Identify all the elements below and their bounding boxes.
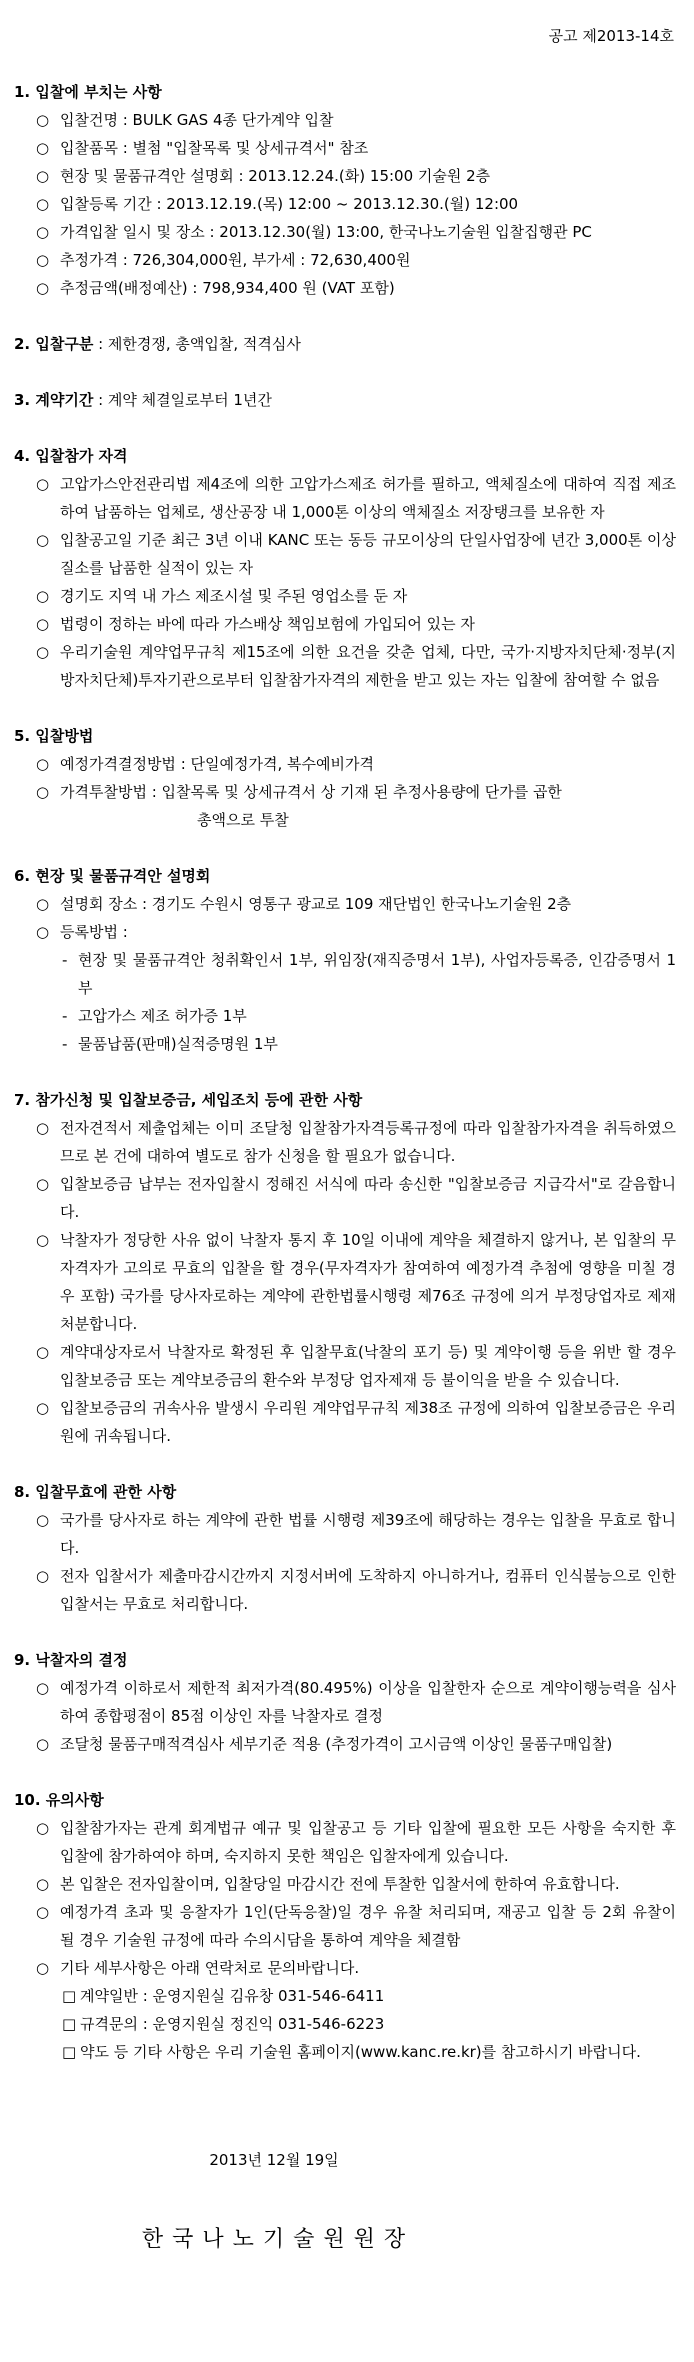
- section-heading: [14, 1646, 676, 1674]
- section-heading-text: 1. 입찰에 부치는 사항: [14, 83, 162, 101]
- item-text: 법령이 정하는 바에 따라 가스배상 책임보험에 가입되어 있는 자: [60, 615, 475, 633]
- item-text: 가격투찰방법 : 입찰목록 및 상세규격서 상 기재 된 추정사용량에 단가를 곱한: [60, 783, 562, 801]
- section-heading: [14, 78, 676, 106]
- list-item: [14, 1562, 676, 1618]
- list-item: [14, 134, 676, 162]
- item-text: 예정가격결정방법 : 단일예정가격, 복수예비가격: [60, 755, 374, 773]
- item-text: 고압가스안전관리법 제4조에 의한 고압가스제조 허가를 필하고, 액체질소에 대하여 직접 제조하여 납품하는 업체로, 생산공장 내 1,000톤 이상의 액체질소 저장탱크를 보유한 자: [60, 475, 676, 521]
- section-heading-rest: : 제한경쟁, 총액입찰, 적격심사: [93, 335, 301, 353]
- circle-bullet-icon: ○: [36, 279, 50, 297]
- section-heading: [14, 442, 676, 470]
- circle-bullet-icon: ○: [36, 1511, 50, 1529]
- circle-bullet-icon: ○: [36, 1175, 50, 1193]
- list-item: [14, 918, 676, 946]
- contact-item: [14, 2038, 676, 2066]
- circle-bullet-icon: ○: [36, 615, 50, 633]
- list-item: [14, 890, 676, 918]
- item-text: 입찰품목 : 별첨 "입찰목록 및 상세규격서" 참조: [60, 139, 369, 157]
- item-text: 규격문의 : 운영지원실 정진익 031-546-6223: [80, 2015, 385, 2033]
- list-item: [14, 750, 676, 778]
- section-heading: [14, 386, 676, 414]
- list-item: [14, 526, 676, 582]
- list-item: [14, 638, 676, 694]
- item-text: 계약일반 : 운영지원실 김유창 031-546-6411: [80, 1987, 385, 2005]
- list-item: [14, 218, 676, 246]
- item-text: 입찰보증금의 귀속사유 발생시 우리원 계약업무규칙 제38조 규정에 의하여 입찰보증금은 우리원에 귀속됩니다.: [60, 1399, 676, 1445]
- section-heading-text: 7. 참가신청 및 입찰보증금, 세입조치 등에 관한 사항: [14, 1091, 363, 1109]
- item-text: 예정가격 이하로서 제한적 최저가격(80.495%) 이상을 입찰한자 순으로 계약이행능력을 심사하여 종합평점이 85점 이상인 자를 낙찰자로 결정: [60, 1679, 676, 1725]
- section-bid-items: [14, 78, 676, 302]
- item-text: 입찰등록 기간 : 2013.12.19.(목) 12:00 ~ 2013.12.30.(월) 12:00: [60, 195, 519, 213]
- circle-bullet-icon: ○: [36, 1959, 50, 1977]
- list-item: [14, 1870, 676, 1898]
- item-text: 입찰보증금 납부는 전자입찰시 정해진 서식에 따라 송신한 "입찰보증금 지급각서"로 갈음합니다.: [60, 1175, 676, 1221]
- item-text: 입찰건명 : BULK GAS 4종 단가계약 입찰: [60, 111, 334, 129]
- item-text: 현장 및 물품규격안 청취확인서 1부, 위임장(재직증명서 1부), 사업자등록증, 인감증명서 1부: [78, 951, 676, 997]
- circle-bullet-icon: ○: [36, 923, 50, 941]
- dash-bullet-icon: -: [62, 1007, 68, 1025]
- list-subitem: [14, 1030, 676, 1058]
- circle-bullet-icon: ○: [36, 1399, 50, 1417]
- item-text: 추정금액(배정예산) : 798,934,400 원 (VAT 포함): [60, 279, 395, 297]
- announcement-date: 2013년 12월 19일: [209, 2151, 339, 2169]
- list-subitem: [14, 946, 676, 1002]
- notice-number: 공고 제2013-14호: [548, 27, 674, 45]
- list-item: [14, 246, 676, 274]
- item-text: 우리기술원 계약업무규칙 제15조에 의한 요건을 갖춘 업체, 다만, 국가·지방자치단체·정부(지방자치단체)투자기관으로부터 입찰참가자격의 제한을 받고 있는 자는 입찰에 참여할 수 없음: [60, 643, 676, 689]
- circle-bullet-icon: ○: [36, 755, 50, 773]
- list-subitem: [14, 1002, 676, 1030]
- list-item: [14, 1898, 676, 1954]
- section-heading-text: 9. 낙찰자의 결정: [14, 1651, 128, 1669]
- item-text: 낙찰자가 정당한 사유 없이 낙찰자 통지 후 10일 이내에 계약을 체결하지 않거나, 본 입찰의 무자격자가 고의로 무효의 입찰을 할 경우(무자격자가 참여하여 예정가격 추첨에 영향을 미칠 경우 포함) 국가를 당사자로하는 계약에 관한법률시행령 제76조 규정에 의거 부정당업자로 제재 처분합니다.: [60, 1231, 676, 1333]
- item-text: 설명회 장소 : 경기도 수원시 영통구 광교로 109 재단법인 한국나노기술원 2층: [60, 895, 572, 913]
- circle-bullet-icon: ○: [36, 587, 50, 605]
- circle-bullet-icon: ○: [36, 223, 50, 241]
- section-heading: [14, 722, 676, 750]
- section-award-decision: [14, 1646, 676, 1758]
- item-text: 본 입찰은 전자입찰이며, 입찰당일 마감시간 전에 투찰한 입찰서에 한하여 유효합니다.: [60, 1875, 620, 1893]
- dash-bullet-icon: -: [62, 1035, 68, 1053]
- circle-bullet-icon: ○: [36, 111, 50, 129]
- circle-bullet-icon: ○: [36, 167, 50, 185]
- item-text: 입찰참가자는 관계 회계법규 예규 및 입찰공고 등 기타 입찰에 필요한 모든 사항을 숙지한 후 입찰에 참가하여야 하며, 숙지하지 못한 책임은 입찰자에게 있습니다.: [60, 1819, 676, 1865]
- section-heading: [14, 1786, 676, 1814]
- circle-bullet-icon: ○: [36, 139, 50, 157]
- circle-bullet-icon: ○: [36, 1903, 50, 1921]
- dash-bullet-icon: -: [62, 951, 68, 969]
- section-heading-text: 3. 계약기간: [14, 391, 94, 409]
- list-item: [14, 1394, 676, 1450]
- circle-bullet-icon: ○: [36, 1343, 50, 1361]
- section-notes: [14, 1786, 676, 2066]
- item-text: 추정가격 : 726,304,000원, 부가세 : 72,630,400원: [60, 251, 411, 269]
- item-text: 국가를 당사자로 하는 계약에 관한 법률 시행령 제39조에 해당하는 경우는 입찰을 무효로 합니다.: [60, 1511, 676, 1557]
- section-heading-text: 4. 입찰참가 자격: [14, 447, 128, 465]
- circle-bullet-icon: ○: [36, 1819, 50, 1837]
- section-bid-type: [14, 330, 676, 358]
- item-text: 가격입찰 일시 및 장소 : 2013.12.30(월) 13:00, 한국나노기술원 입찰집행관 PC: [60, 223, 592, 241]
- list-item: [14, 1506, 676, 1562]
- section-heading-text: 10. 유의사항: [14, 1791, 104, 1809]
- section-deposit: [14, 1086, 676, 1450]
- list-item: [14, 1114, 676, 1170]
- list-item: [14, 1814, 676, 1870]
- section-contract-period: [14, 386, 676, 414]
- section-briefing: [14, 862, 676, 1058]
- list-item: [14, 582, 676, 610]
- list-item: [14, 106, 676, 134]
- circle-bullet-icon: ○: [36, 1679, 50, 1697]
- item-text: 약도 등 기타 사항은 우리 기술원 홈페이지(www.kanc.re.kr)를 참고하시기 바랍니다.: [80, 2043, 641, 2061]
- item-text: 전자 입찰서가 제출마감시간까지 지정서버에 도착하지 아니하거나, 컴퓨터 인식불능으로 인한 입찰서는 무효로 처리합니다.: [60, 1567, 676, 1613]
- list-item: [14, 1674, 676, 1730]
- list-item: [14, 1954, 676, 1982]
- item-text: 경기도 지역 내 가스 제조시설 및 주된 영업소를 둔 자: [60, 587, 408, 605]
- section-bid-method: [14, 722, 676, 834]
- circle-bullet-icon: ○: [36, 475, 50, 493]
- circle-bullet-icon: ○: [36, 1567, 50, 1585]
- section-heading-text: 2. 입찰구분: [14, 335, 94, 353]
- contact-item: [14, 2010, 676, 2038]
- list-item: [14, 1226, 676, 1338]
- square-bullet-icon: □: [62, 2015, 77, 2033]
- circle-bullet-icon: ○: [36, 1231, 50, 1249]
- item-text: 예정가격 초과 및 응찰자가 1인(단독응찰)일 경우 유찰 처리되며, 재공고 입찰 등 2회 유찰이 될 경우 기술원 규정에 따라 수의시담을 통하여 계약을 체결함: [60, 1903, 676, 1949]
- section-heading-text: 8. 입찰무효에 관한 사항: [14, 1483, 177, 1501]
- square-bullet-icon: □: [62, 2043, 77, 2061]
- contact-item: [14, 1982, 676, 2010]
- list-item: [14, 1338, 676, 1394]
- section-eligibility: [14, 442, 676, 694]
- item-text: 현장 및 물품규격안 설명회 : 2013.12.24.(화) 15:00 기술원 2층: [60, 167, 491, 185]
- section-heading: [14, 1086, 676, 1114]
- section-heading-text: 5. 입찰방법: [14, 727, 94, 745]
- circle-bullet-icon: ○: [36, 895, 50, 913]
- item-text: 물품납품(판매)실적증명원 1부: [78, 1035, 278, 1053]
- item-text: 계약대상자로서 낙찰자로 확정된 후 입찰무효(낙찰의 포기 등) 및 계약이행 등을 위반 할 경우 입찰보증금 또는 계약보증금의 환수와 부정당 업자제재 등 불이익을 받을 수 있습니다.: [60, 1343, 676, 1389]
- issuer-signature: 한 국 나 노 기 술 원 원 장: [141, 2227, 407, 2252]
- item-text: 전자견적서 제출업체는 이미 조달청 입찰참가자격등록규정에 따라 입찰참가자격을 취득하였으므로 본 건에 대하여 별도로 참가 신청을 할 필요가 없습니다.: [60, 1119, 676, 1165]
- circle-bullet-icon: ○: [36, 783, 50, 801]
- section-heading-rest: : 계약 체결일로부터 1년간: [93, 391, 272, 409]
- item-text: 기타 세부사항은 아래 연락처로 문의바랍니다.: [60, 1959, 360, 1977]
- list-item: [14, 470, 676, 526]
- section-heading-text: 6. 현장 및 물품규격안 설명회: [14, 867, 211, 885]
- item-text: 조달청 물품구매적격심사 세부기준 적용 (추정가격이 고시금액 이상인 물품구매입찰): [60, 1735, 613, 1753]
- list-item: [14, 778, 676, 806]
- item-text: 등록방법 :: [60, 923, 128, 941]
- circle-bullet-icon: ○: [36, 1735, 50, 1753]
- list-item: [14, 162, 676, 190]
- list-item: [14, 274, 676, 302]
- list-item: [14, 610, 676, 638]
- item-text: 고압가스 제조 허가증 1부: [78, 1007, 247, 1025]
- circle-bullet-icon: ○: [36, 643, 50, 661]
- circle-bullet-icon: ○: [36, 195, 50, 213]
- section-invalid-bids: [14, 1478, 676, 1618]
- circle-bullet-icon: ○: [36, 251, 50, 269]
- section-heading: [14, 330, 676, 358]
- item-text-continuation: 총액으로 투찰: [197, 811, 289, 829]
- square-bullet-icon: □: [62, 1987, 77, 2005]
- list-item: [14, 1730, 676, 1758]
- section-heading: [14, 1478, 676, 1506]
- circle-bullet-icon: ○: [36, 1875, 50, 1893]
- circle-bullet-icon: ○: [36, 1119, 50, 1137]
- list-item: [14, 1170, 676, 1226]
- item-text: 입찰공고일 기준 최근 3년 이내 KANC 또는 동등 규모이상의 단일사업장에 년간 3,000톤 이상 질소를 납품한 실적이 있는 자: [60, 531, 676, 577]
- circle-bullet-icon: ○: [36, 531, 50, 549]
- list-item: [14, 190, 676, 218]
- section-heading: [14, 862, 676, 890]
